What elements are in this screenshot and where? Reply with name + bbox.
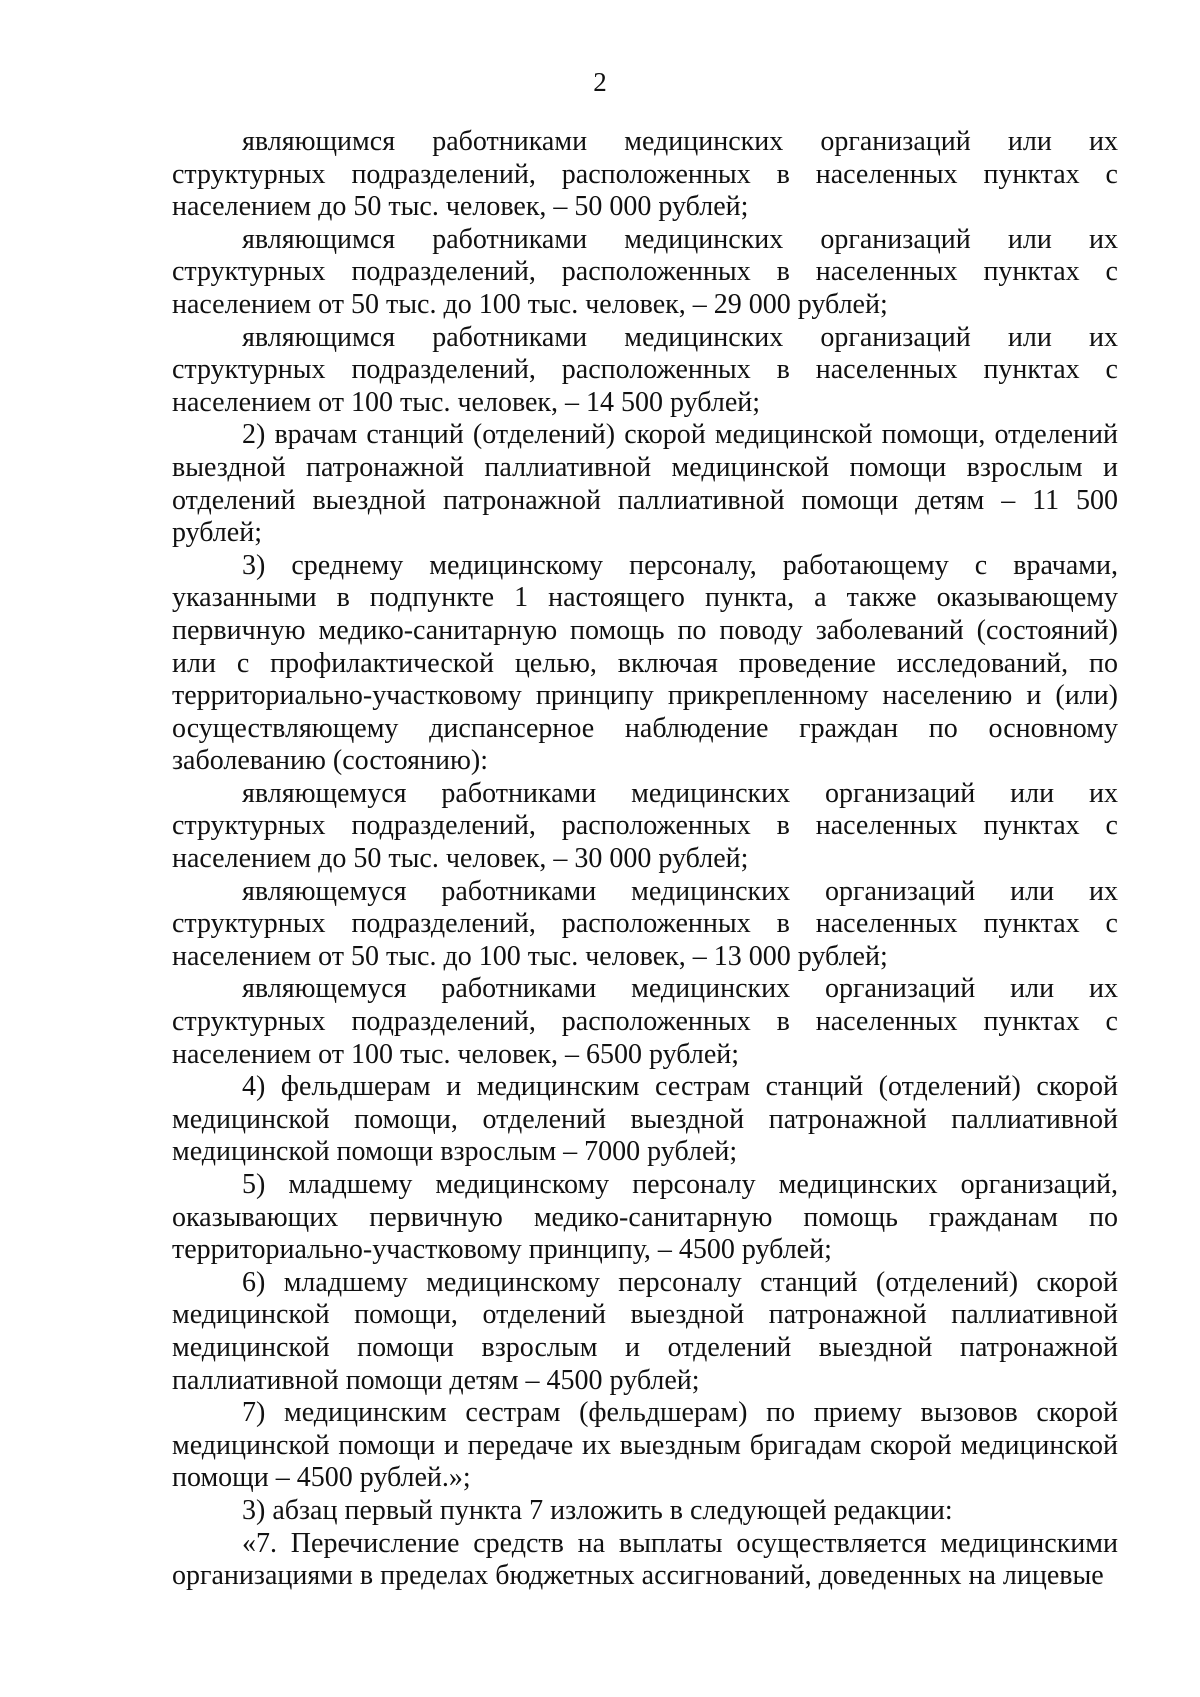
page-number: 2 xyxy=(593,67,607,97)
paragraph: являющемуся работниками медицинских организаций или их структурных подразделений, расположенных в населенных пунктах с населением от 50 тыс. до 100 тыс. человек, – 13 000 рублей; xyxy=(172,875,1118,972)
paragraph: 3) абзац первый пункта 7 изложить в следующей редакции: xyxy=(242,1494,953,1526)
paragraph: 6) младшему медицинскому персоналу станций (отделений) скорой медицинской помощи, отделений выездной патронажной паллиативной медицинской помощи взрослым и отделений выездной патронажной паллиативной помощи детям – 4500 рублей; xyxy=(172,1266,1118,1396)
paragraph: 7) медицинским сестрам (фельдшерам) по приему вызовов скорой медицинской помощи и передаче их выездным бригадам скорой медицинской помощи – 4500 рублей.»; xyxy=(172,1397,1118,1494)
paragraph: являющимся работниками медицинских организаций или их структурных подразделений, расположенных в населенных пунктах с населением от 50 тыс. до 100 тыс. человек, – 29 000 рублей; xyxy=(172,223,1118,320)
paragraph: 2) врачам станций (отделений) скорой медицинской помощи, отделений выездной патронажной паллиативной медицинской помощи взрослым и отделений выездной патронажной паллиативной помощи детям – 11 500 рублей; xyxy=(172,419,1118,549)
document-body xyxy=(172,126,1118,1593)
paragraph: являющимся работниками медицинских организаций или их структурных подразделений, расположенных в населенных пунктах с населением от 100 тыс. человек, – 14 500 рублей; xyxy=(172,321,1118,418)
paragraph: 5) младшему медицинскому персоналу медицинских организаций, оказывающих первичную медико-санитарную помощь гражданам по территориально-участковому принципу, – 4500 рублей; xyxy=(172,1169,1118,1266)
paragraph: являющимся работниками медицинских организаций или их структурных подразделений, расположенных в населенных пунктах с населением до 50 тыс. человек, – 50 000 рублей; xyxy=(172,126,1118,223)
paragraph: являющемуся работниками медицинских организаций или их структурных подразделений, расположенных в населенных пунктах с населением от 100 тыс. человек, – 6500 рублей; xyxy=(172,973,1118,1070)
paragraph: 3) среднему медицинскому персоналу, работающему с врачами, указанными в подпункте 1 настоящего пункта, а также оказывающему первичную медико-санитарную помощь по поводу заболеваний (состояний) или с профилактической целью, включая проведение исследований, по территориально-участковому принципу прикрепленному населению и (или) осуществляющему диспансерное наблюдение граждан по основному заболеванию (состоянию): xyxy=(172,549,1118,777)
paragraph: являющемуся работниками медицинских организаций или их структурных подразделений, расположенных в населенных пунктах с населением до 50 тыс. человек, – 30 000 рублей; xyxy=(172,777,1118,875)
paragraph: 4) фельдшерам и медицинским сестрам станций (отделений) скорой медицинской помощи, отделений выездной патронажной паллиативной медицинской помощи взрослым – 7000 рублей; xyxy=(172,1071,1118,1168)
paragraph: «7. Перечисление средств на выплаты осуществляется медицинскими организациями в пределах бюджетных ассигнований, доведенных на лицевые xyxy=(172,1527,1118,1592)
